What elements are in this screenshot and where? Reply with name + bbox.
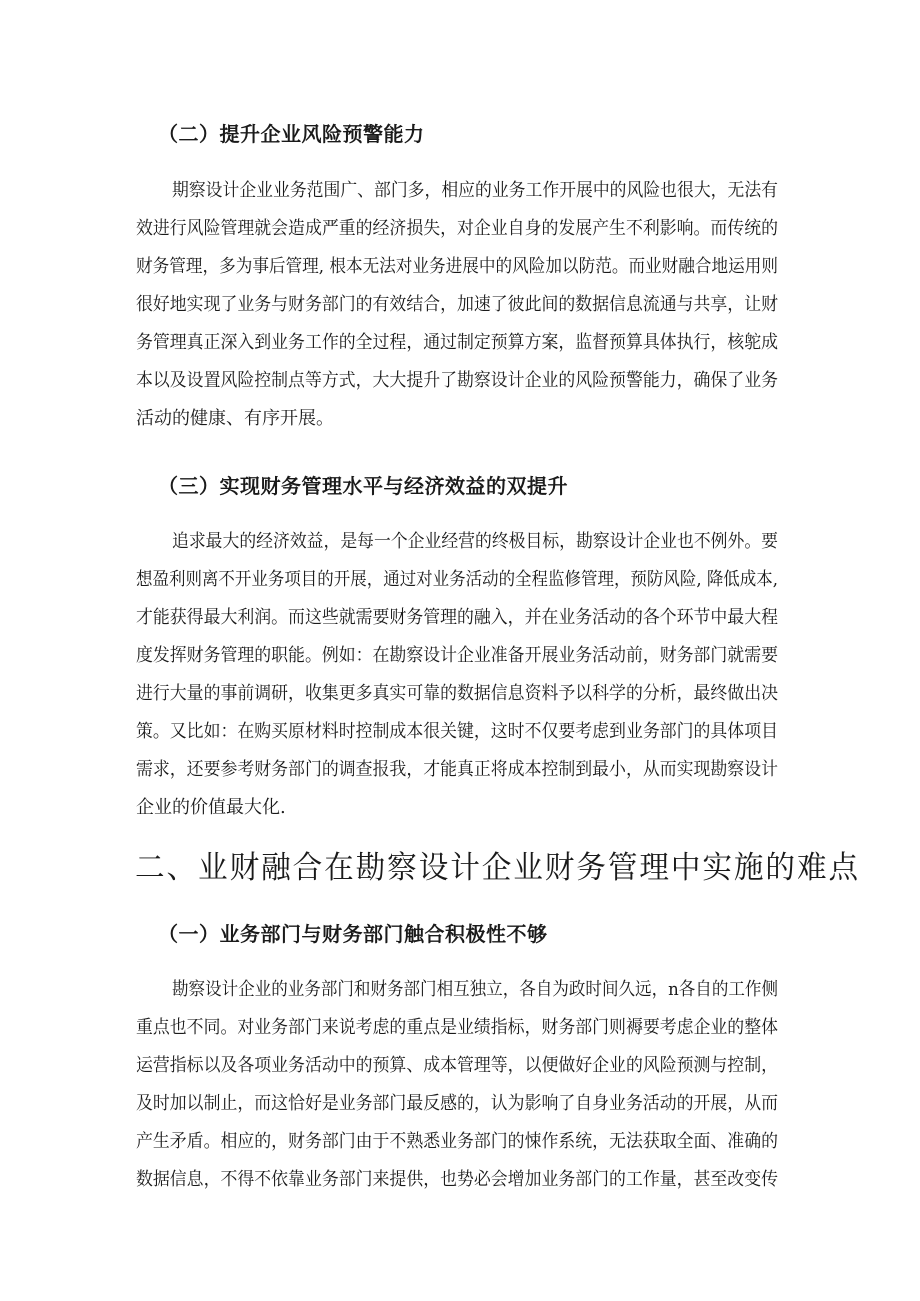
paragraph-line: 进行大量的事前调研，收集更多真实可靠的数据信息资料予以科学的分析，最终做出决 (136, 683, 778, 704)
section-heading-3: （三）实现财务管理水平与经济效益的双提升 (158, 474, 568, 498)
paragraph-line: 想盈利则离不开业务项目的开展，通过对业务活动的全程监修管理，预防风险, 降低成本, (136, 569, 778, 590)
paragraph-line: 度发挥财务管理的职能。例如：在勘察设计企业准备开展业务活动前，财务部门就需要 (136, 645, 778, 666)
paragraph-line: 才能获得最大利润。而这些就需要财务管理的融入，并在业务活动的各个环节中最大程 (136, 607, 778, 628)
paragraph-line: 活动的健康、有序开展。 (136, 408, 334, 429)
paragraph-line: 本以及设置风险控制点等方式，大大提升了勘察设计企业的风险预警能力，确保了业务 (136, 370, 778, 391)
paragraph-line: 运营指标以及各项业务活动中的预算、成本管理等，以便做好企业的风险预测与控制， (136, 1055, 778, 1076)
chapter-heading: 二、业财融合在勘察设计企业财务管理中实施的难点 (135, 850, 860, 886)
paragraph-line: 数据信息，不得不依靠业务部门来提供，也势必会增加业务部门的工作量，甚至改变传 (136, 1169, 778, 1190)
paragraph-line: 企业的价值最大化. (136, 797, 286, 818)
paragraph-line: 追求最大的经济效益，是每一个企业经营的终极目标，勘察设计企业也不例外。要 (172, 531, 778, 552)
paragraph-line: 务管理真正深入到业务工作的全过程，通过制定预算方案，监督预算具体执行，核鸵成 (136, 332, 778, 353)
paragraph-line: 需求，还要参考财务部门的调查报我，才能真正将成本控制到最小，从而实现勘察设计 (136, 759, 778, 780)
paragraph-line: 很好地实现了业务与财务部门的有效结合，加速了彼此间的数据信息流通与共享，让财 (136, 294, 778, 315)
paragraph-line: 勘察设计企业的业务部门和财务部门相互独立，各自为政时间久远，n各自的工作侧 (172, 979, 778, 1000)
section-heading-1: （一）业务部门与财务部门触合积极性不够 (158, 922, 548, 946)
section-heading-2: （二）提升企业风险预警能力 (158, 122, 425, 146)
paragraph-line: 产生矛盾。相应的，财务部门由于不熟悉业务部门的悚作系统，无法获取全面、准确的 (136, 1131, 778, 1152)
paragraph-line: 财务管理，多为事后管理, 根本无法对业务进展中的风险加以防范。而业财融合地运用则 (136, 256, 778, 277)
paragraph-line: 期察设计企业业务范围广、部门多，相应的业务工作开展中的风险也很大，无法有 (172, 180, 778, 201)
paragraph-line: 重点也不同。对业务部门来说考虑的重点是业绩指标，财务部门则褥要考虑企业的整体 (136, 1017, 778, 1038)
paragraph-line: 及时加以制止，而这恰好是业务部门最反感的，认为影响了自身业务活动的开展，从而 (136, 1093, 778, 1114)
paragraph-line: 策。又比如：在购买原材料时控制成本很关键，这时不仅要考虑到业务部门的具体项目 (136, 721, 778, 742)
paragraph-line: 效进行风险管理就会造成严重的经济损失，对企业自身的发展产生不利影响。而传统的 (136, 218, 778, 239)
